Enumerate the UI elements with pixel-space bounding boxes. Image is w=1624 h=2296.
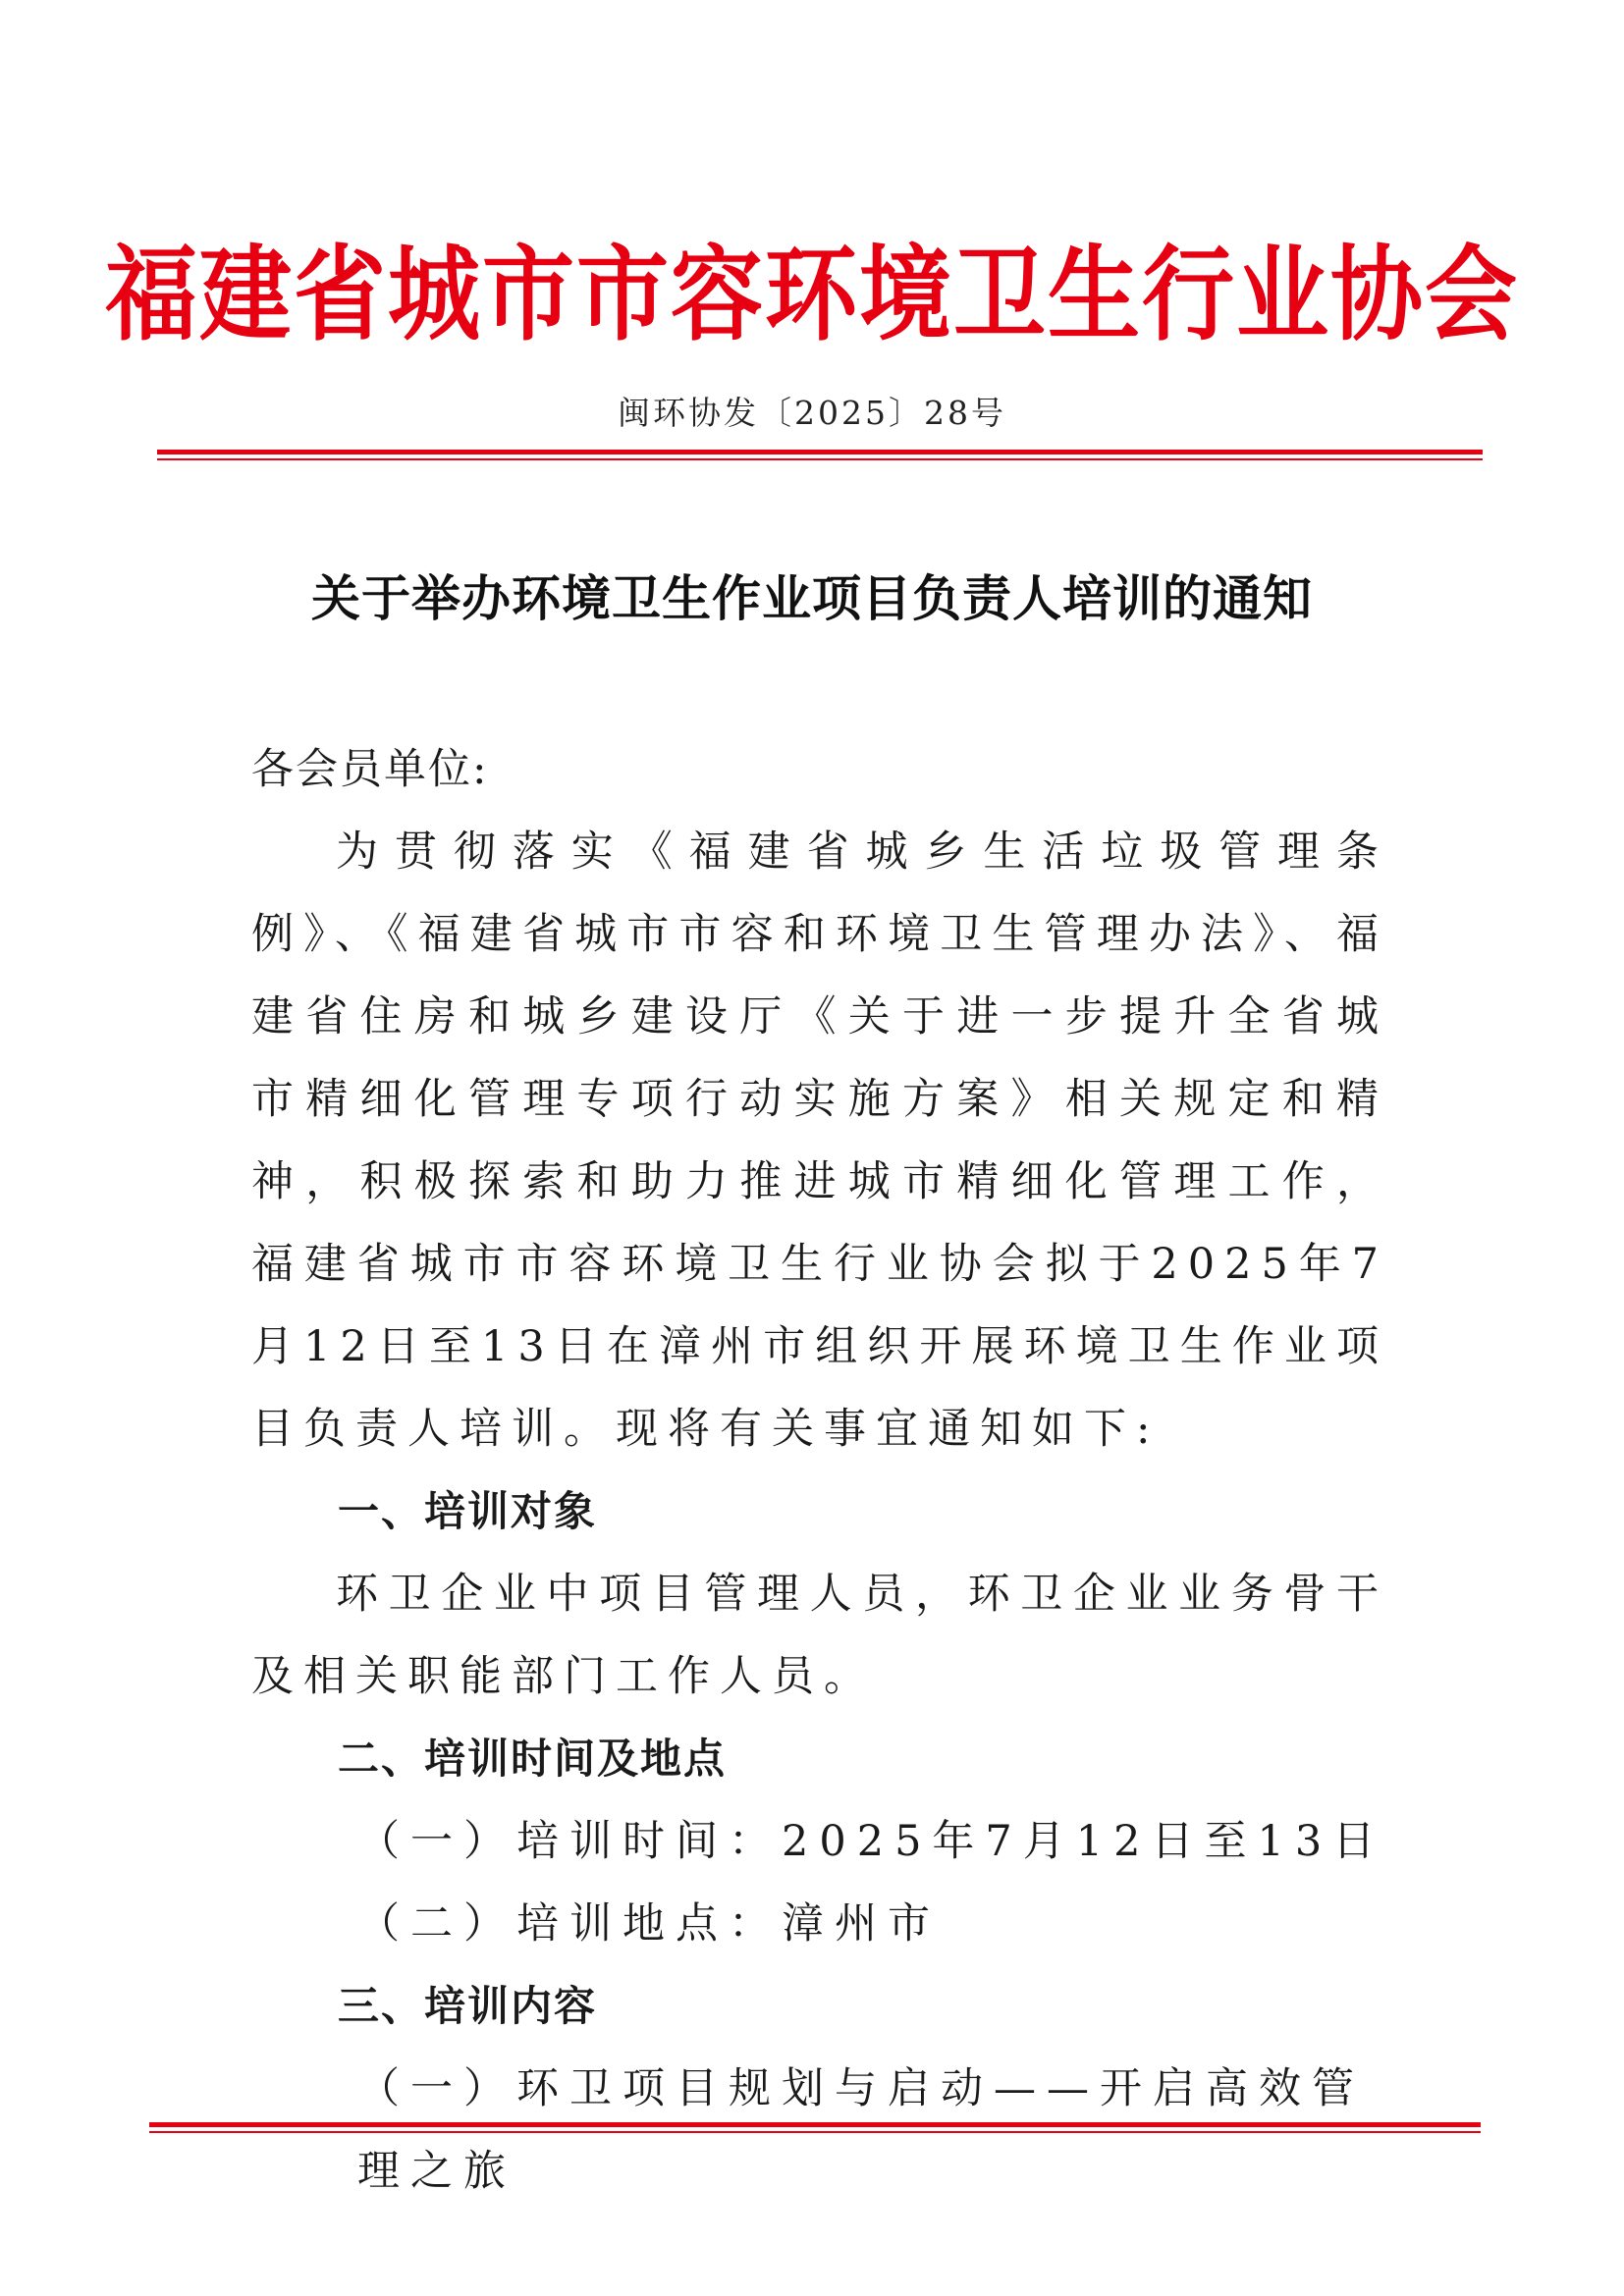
section-heading-3: 三、培训内容 [338, 1982, 598, 2030]
document-number: 闽环协发〔2025〕28号 [618, 394, 1006, 432]
footer-rule-thin [149, 2131, 1481, 2133]
section-2-item-2: （二）培训地点：漳州市 [357, 1899, 941, 1949]
section-heading-1: 一、培训对象 [338, 1487, 598, 1535]
section-heading-2: 二、培训时间及地点 [338, 1735, 728, 1783]
header-rule-thin [157, 458, 1483, 460]
salutation: 各会员单位: [251, 745, 489, 794]
section-1-paragraph: 环卫企业中项目管理人员，环卫企业业务骨干及相关职能部门工作人员。 [251, 1570, 1388, 1701]
notice-title: 关于举办环境卫生作业项目负责人培训的通知 [311, 569, 1313, 627]
section-2-item-1: （一）培训时间：2025年7月12日至13日 [357, 1817, 1386, 1866]
footer-rule-thick [149, 2122, 1481, 2127]
organization-letterhead: 福建省城市市容环境卫生行业协会 [104, 235, 1519, 356]
section-3-item-1: （一）环卫项目规划与启动——开启高效管理之旅 [357, 2064, 1365, 2196]
intro-paragraph: 为贯彻落实《福建省城乡生活垃圾管理条例》、《福建省城市市容和环境卫生管理办法》、福建省住房和城乡建设厅《关于进一步提升全省城市精细化管理专项行动实施方案》相关规定和精神，积极探索和助力推进城市精细化管理工作，福建省城市市容环境卫生行业协会拟于2025年7月12日至13日在漳州市组织开展环境卫生作业项目负责人培训。现将有关事宜通知如下: [251, 828, 1388, 1454]
notice-body [251, 728, 1388, 2213]
header-rule-thick [157, 450, 1483, 454]
